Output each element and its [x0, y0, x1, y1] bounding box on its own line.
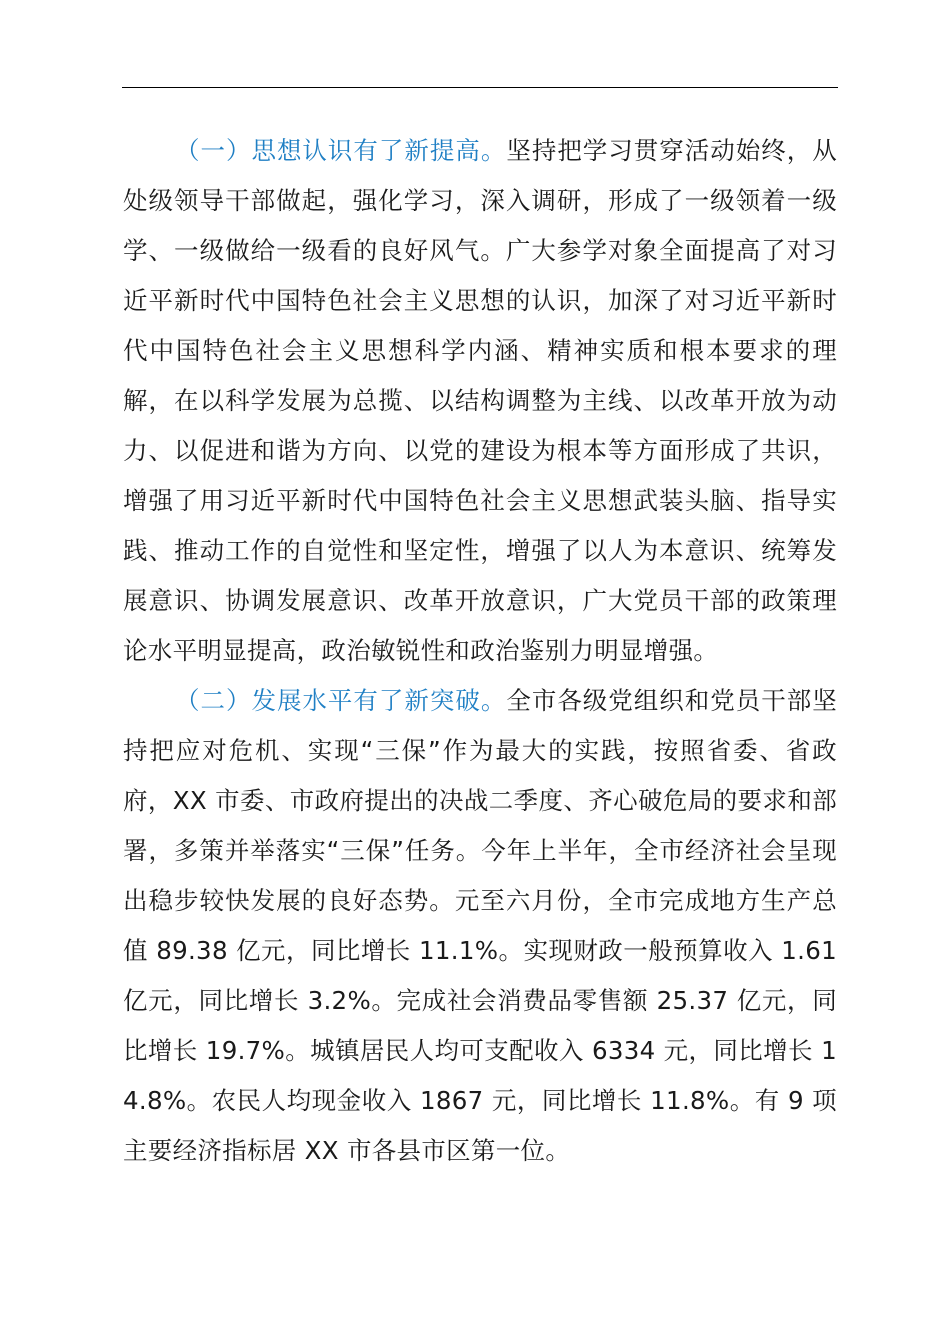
section-paragraph-2	[123, 676, 837, 1176]
section-body-2: 全市各级党组织和党员干部坚持把应对危机、实现“三保”作为最大的实践，按照省委、省政府，XX 市委、市政府提出的决战二季度、齐心破危局的要求和部署，多策并举落实“三保”任务。今年上半年，全市经济社会呈现出稳步较快发展的良好态势。元至六月份，全市完成地方生产总值 89.38 亿元，同比增长 11.1%。实现财政一般预算收入 1.61 亿元，同比增长 3.2%。完成社会消费品零售额 25.37 亿元，同比增长 19.7%。城镇居民人均可支配收入 6334 元，同比增长 14.8%。农民人均现金收入 1867 元，同比增长 11.8%。有 9 项主要经济指标居 XX 市各县市区第一位。	[123, 686, 837, 1165]
document-body	[123, 126, 837, 1176]
section-body-1: 坚持把学习贯穿活动始终，从处级领导干部做起，强化学习，深入调研，形成了一级领着一级学、一级做给一级看的良好风气。广大参学对象全面提高了对习近平新时代中国特色社会主义思想的认识，加深了对习近平新时代中国特色社会主义思想科学内涵、精神实质和根本要求的理解，在以科学发展为总揽、以结构调整为主线、以改革开放为动力、以促进和谐为方向、以党的建设为根本等方面形成了共识，增强了用习近平新时代中国特色社会主义思想武装头脑、指导实践、推动工作的自觉性和坚定性，增强了以人为本意识、统筹发展意识、协调发展意识、改革开放意识，广大党员干部的政策理论水平明显提高，政治敏锐性和政治鉴别力明显增强。	[123, 136, 837, 665]
section-heading-1: （一）思想认识有了新提高。	[175, 136, 507, 165]
header-rule	[122, 87, 838, 88]
section-heading-2: （二）发展水平有了新突破。	[175, 686, 507, 715]
section-paragraph-1	[123, 126, 837, 676]
